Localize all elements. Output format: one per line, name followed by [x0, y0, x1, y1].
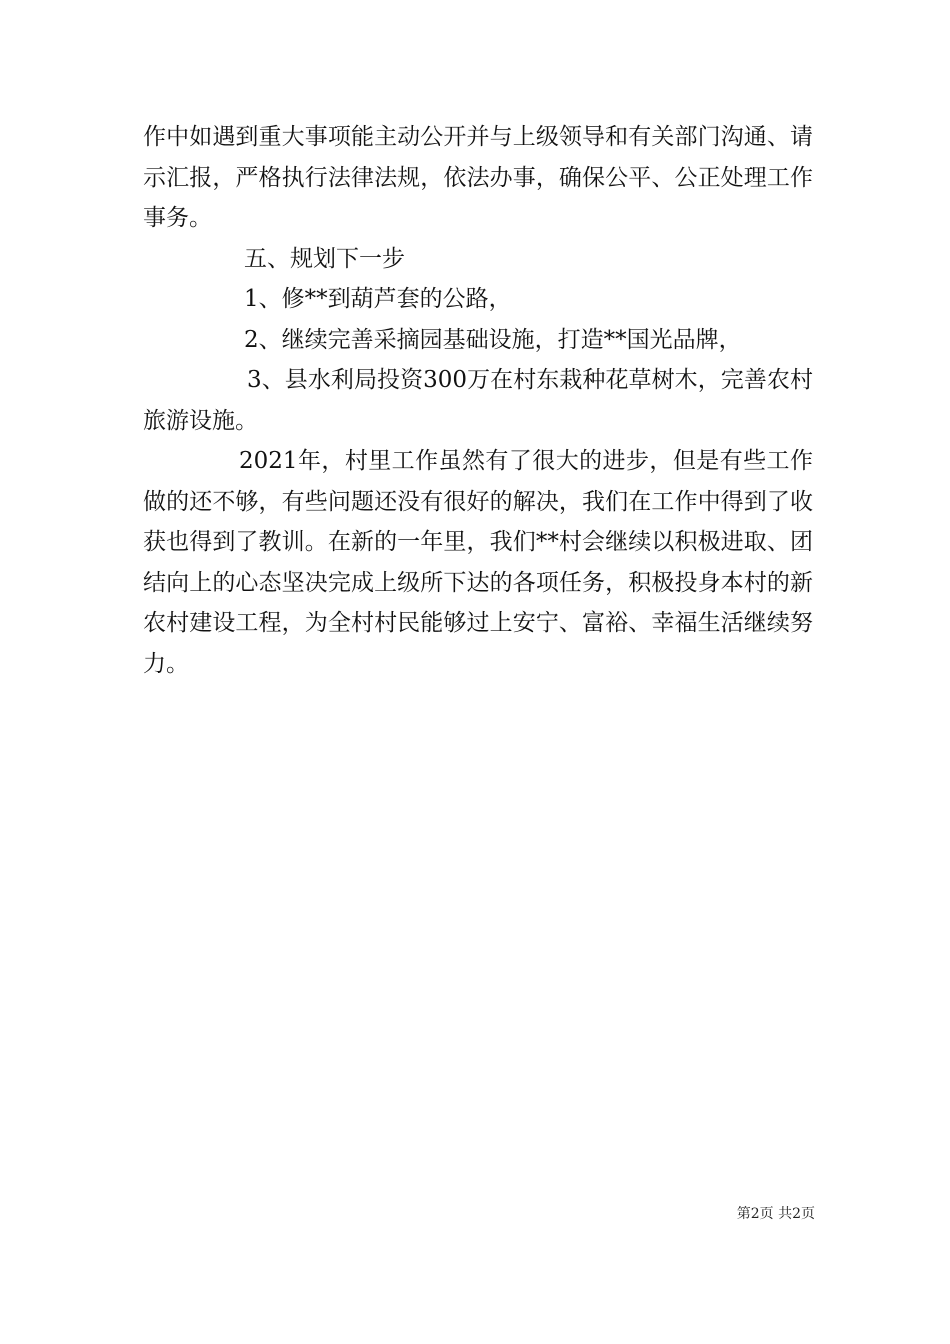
plan-item-1: 1、修**到葫芦套的公路，: [244, 286, 512, 312]
document-body: [143, 117, 813, 684]
paragraph-conclusion: 2021年，村里工作虽然有了很大的进步，但是有些工作做的还不够，有些问题还没有很好的解决，我们在工作中得到了收获也得到了教训。在新的一年里，我们**村会继续以积极进取、团结向上的心态坚决完成上级所下达的各项任务，积极投身本村的新农村建设工程，为全村村民能够过上安宁、富裕、幸福生活继续努力。: [143, 448, 813, 677]
page-number-footer: 第2页 共2页: [736, 1206, 815, 1222]
paragraph-work-continuation: 作中如遇到重大事项能主动公开并与上级领导和有关部门沟通、请示汇报，严格执行法律法规，依法办事，确保公平、公正处理工作事务。: [143, 124, 813, 231]
section-heading-next-steps: 五、规划下一步: [244, 245, 405, 272]
plan-item-2: 2、继续完善采摘园基础设施，打造**国光品牌，: [244, 326, 742, 353]
plan-item-3: 3、县水利局投资300万在村东栽种花草树木，完善农村旅游设施。: [143, 367, 813, 434]
